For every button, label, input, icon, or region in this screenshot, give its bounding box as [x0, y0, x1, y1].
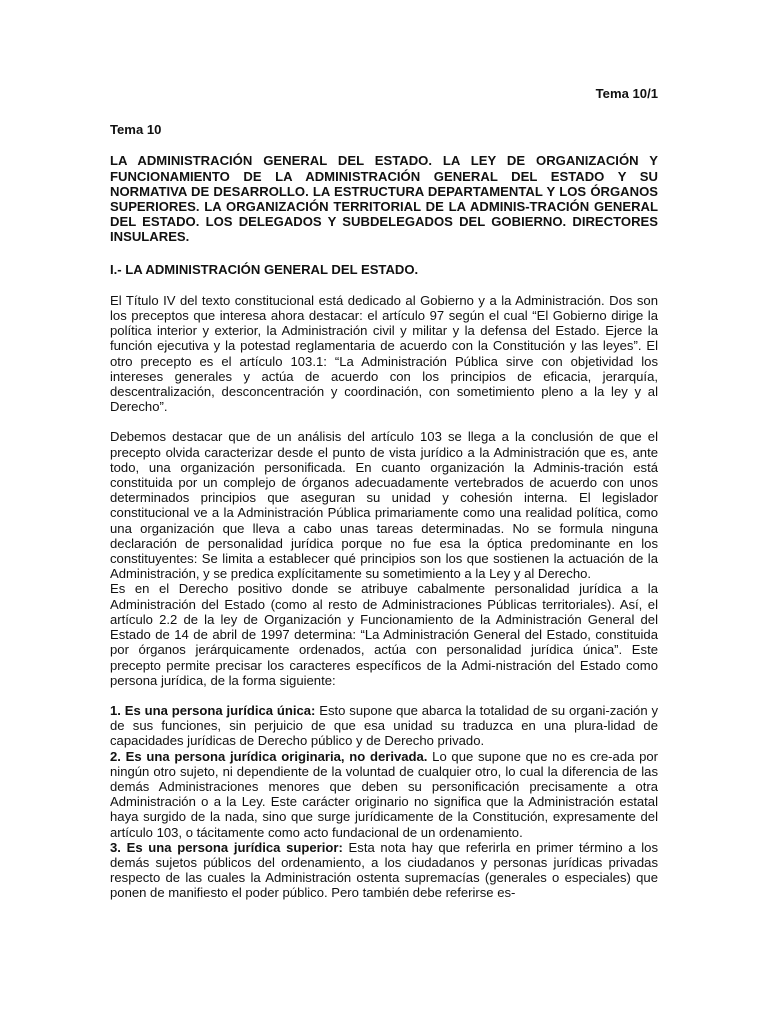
page-reference: Tema 10/1 — [595, 86, 658, 101]
list-item-text: Esta nota hay que referirla en primer término a los demás sujetos públicos del ordenamiento, a los ciudadanos y personas jurídicas privadas respecto de las cuales la Administración ostenta supremacías (generales o especiales) que ponen de manifiesto el poder público. Pero también debe referirse es- — [110, 839, 658, 901]
list-item-lead: 1. Es una persona jurídica única: — [110, 702, 316, 718]
paragraph-1: El Título IV del texto constitucional está dedicado al Gobierno y a la Administración. Dos son los preceptos que interesa ahora destacar: el artículo 97 según el cual “El Gobierno dirige la política interior y exterior, la Administración civil y militar y la defensa del Estado. Ejerce la función ejecutiva y la potestad reglamentaria de acuerdo con la Constitución y las leyes”. El otro precepto es el artículo 103.1: “La Administración Pública sirve con objetividad los intereses generales y actúa de acuerdo con los principios de eficacia, jerarquía, descentralización, desconcentración y coordinación, con sometimiento pleno a la ley y al Derecho”. — [110, 292, 658, 415]
list-item-text: Lo que supone que no es cre-ada por ningún otro sujeto, ni dependiente de la voluntad de cualquier otro, lo cual la diferencia de las demás Administraciones menores que deben su personificación precisamente a otra Administración o a la Ley. Este carácter originario no significa que la Administración estatal haya surgido de la nada, sino que surge jurídicamente de la Constitución, expresamente del artículo 103, o tácitamente como acto fundacional de un ordenamiento. — [110, 748, 659, 840]
document-page — [110, 86, 658, 901]
paragraph-2: Debemos destacar que de un análisis del artículo 103 se llega a la conclusión de que el precepto olvida caracterizar desde el punto de vista jurídico a la Administración que es, ante todo, una organización personificada. En cuanto organización la Adminis-tración está constituida por un complejo de órganos adecuadamente vertebrados de acuerdo con unos determinados principios que aseguran su unidad y cohesión interna. El legislador constitucional ve a la Administración Pública primariamente como una realidad política, como una organización que lleva a cabo unas tareas determinadas. No se formula ninguna declaración de personalidad jurídica porque no fue esa la óptica predominante en los constituyentes: Se limita a establecer qué principios son los que sostienen la actuación de la Administración, y se predica explícitamente su sometimiento a la Ley y al Derecho. — [110, 429, 658, 582]
list-item-lead: 3. Es una persona jurídica superior: — [110, 839, 343, 855]
paragraph-3: Es en el Derecho positivo donde se atribuye cabalmente personalidad jurídica a la Administración del Estado (como al resto de Administraciones Públicas territoriales). Así, el artículo 2.2 de la ley de Organización y Funcionamiento de la Administración General del Estado de 14 de abril de 1997 determina: “La Administración General del Estado, constituida por órganos jerárquicamente ordenados, actúa con personalidad jurídica única”. Este precepto permite precisar los caracteres específicos de la Admi-nistración del Estado como persona jurídica, de la forma siguiente: — [110, 581, 658, 688]
list-item-1 — [110, 703, 658, 749]
list-item-lead: 2. Es una persona jurídica originaria, no derivada. — [110, 748, 428, 764]
section-heading: I.- LA ADMINISTRACIÓN GENERAL DEL ESTADO. — [110, 261, 419, 277]
topic-label: Tema 10 — [110, 122, 162, 138]
list-item-2 — [110, 749, 658, 840]
list-item-text: Esto supone que abarca la totalidad de su organi-zación y de sus funciones, sin perjuicio de que esa unidad su traduzca en una plura-lidad de capacidades jurídicas de Derecho público y de Derecho privado. — [110, 702, 658, 749]
list-item-3 — [110, 840, 658, 901]
document-title: LA ADMINISTRACIÓN GENERAL DEL ESTADO. LA LEY DE ORGANIZACIÓN Y FUNCIONAMIENTO DE LA ADMINISTRACIÓN GENERAL DEL ESTADO Y SU NORMATIVA DE DESARROLLO. LA ESTRUCTURA DEPARTAMENTAL Y LOS ÓRGANOS SUPERIORES. LA ORGANIZACIÓN TERRITORIAL DE LA ADMINIS-TRACIÓN GENERAL DEL ESTADO. LOS DELEGADOS Y SUBDELEGADOS DEL GOBIERNO. DIRECTORES INSULARES. — [110, 153, 658, 245]
